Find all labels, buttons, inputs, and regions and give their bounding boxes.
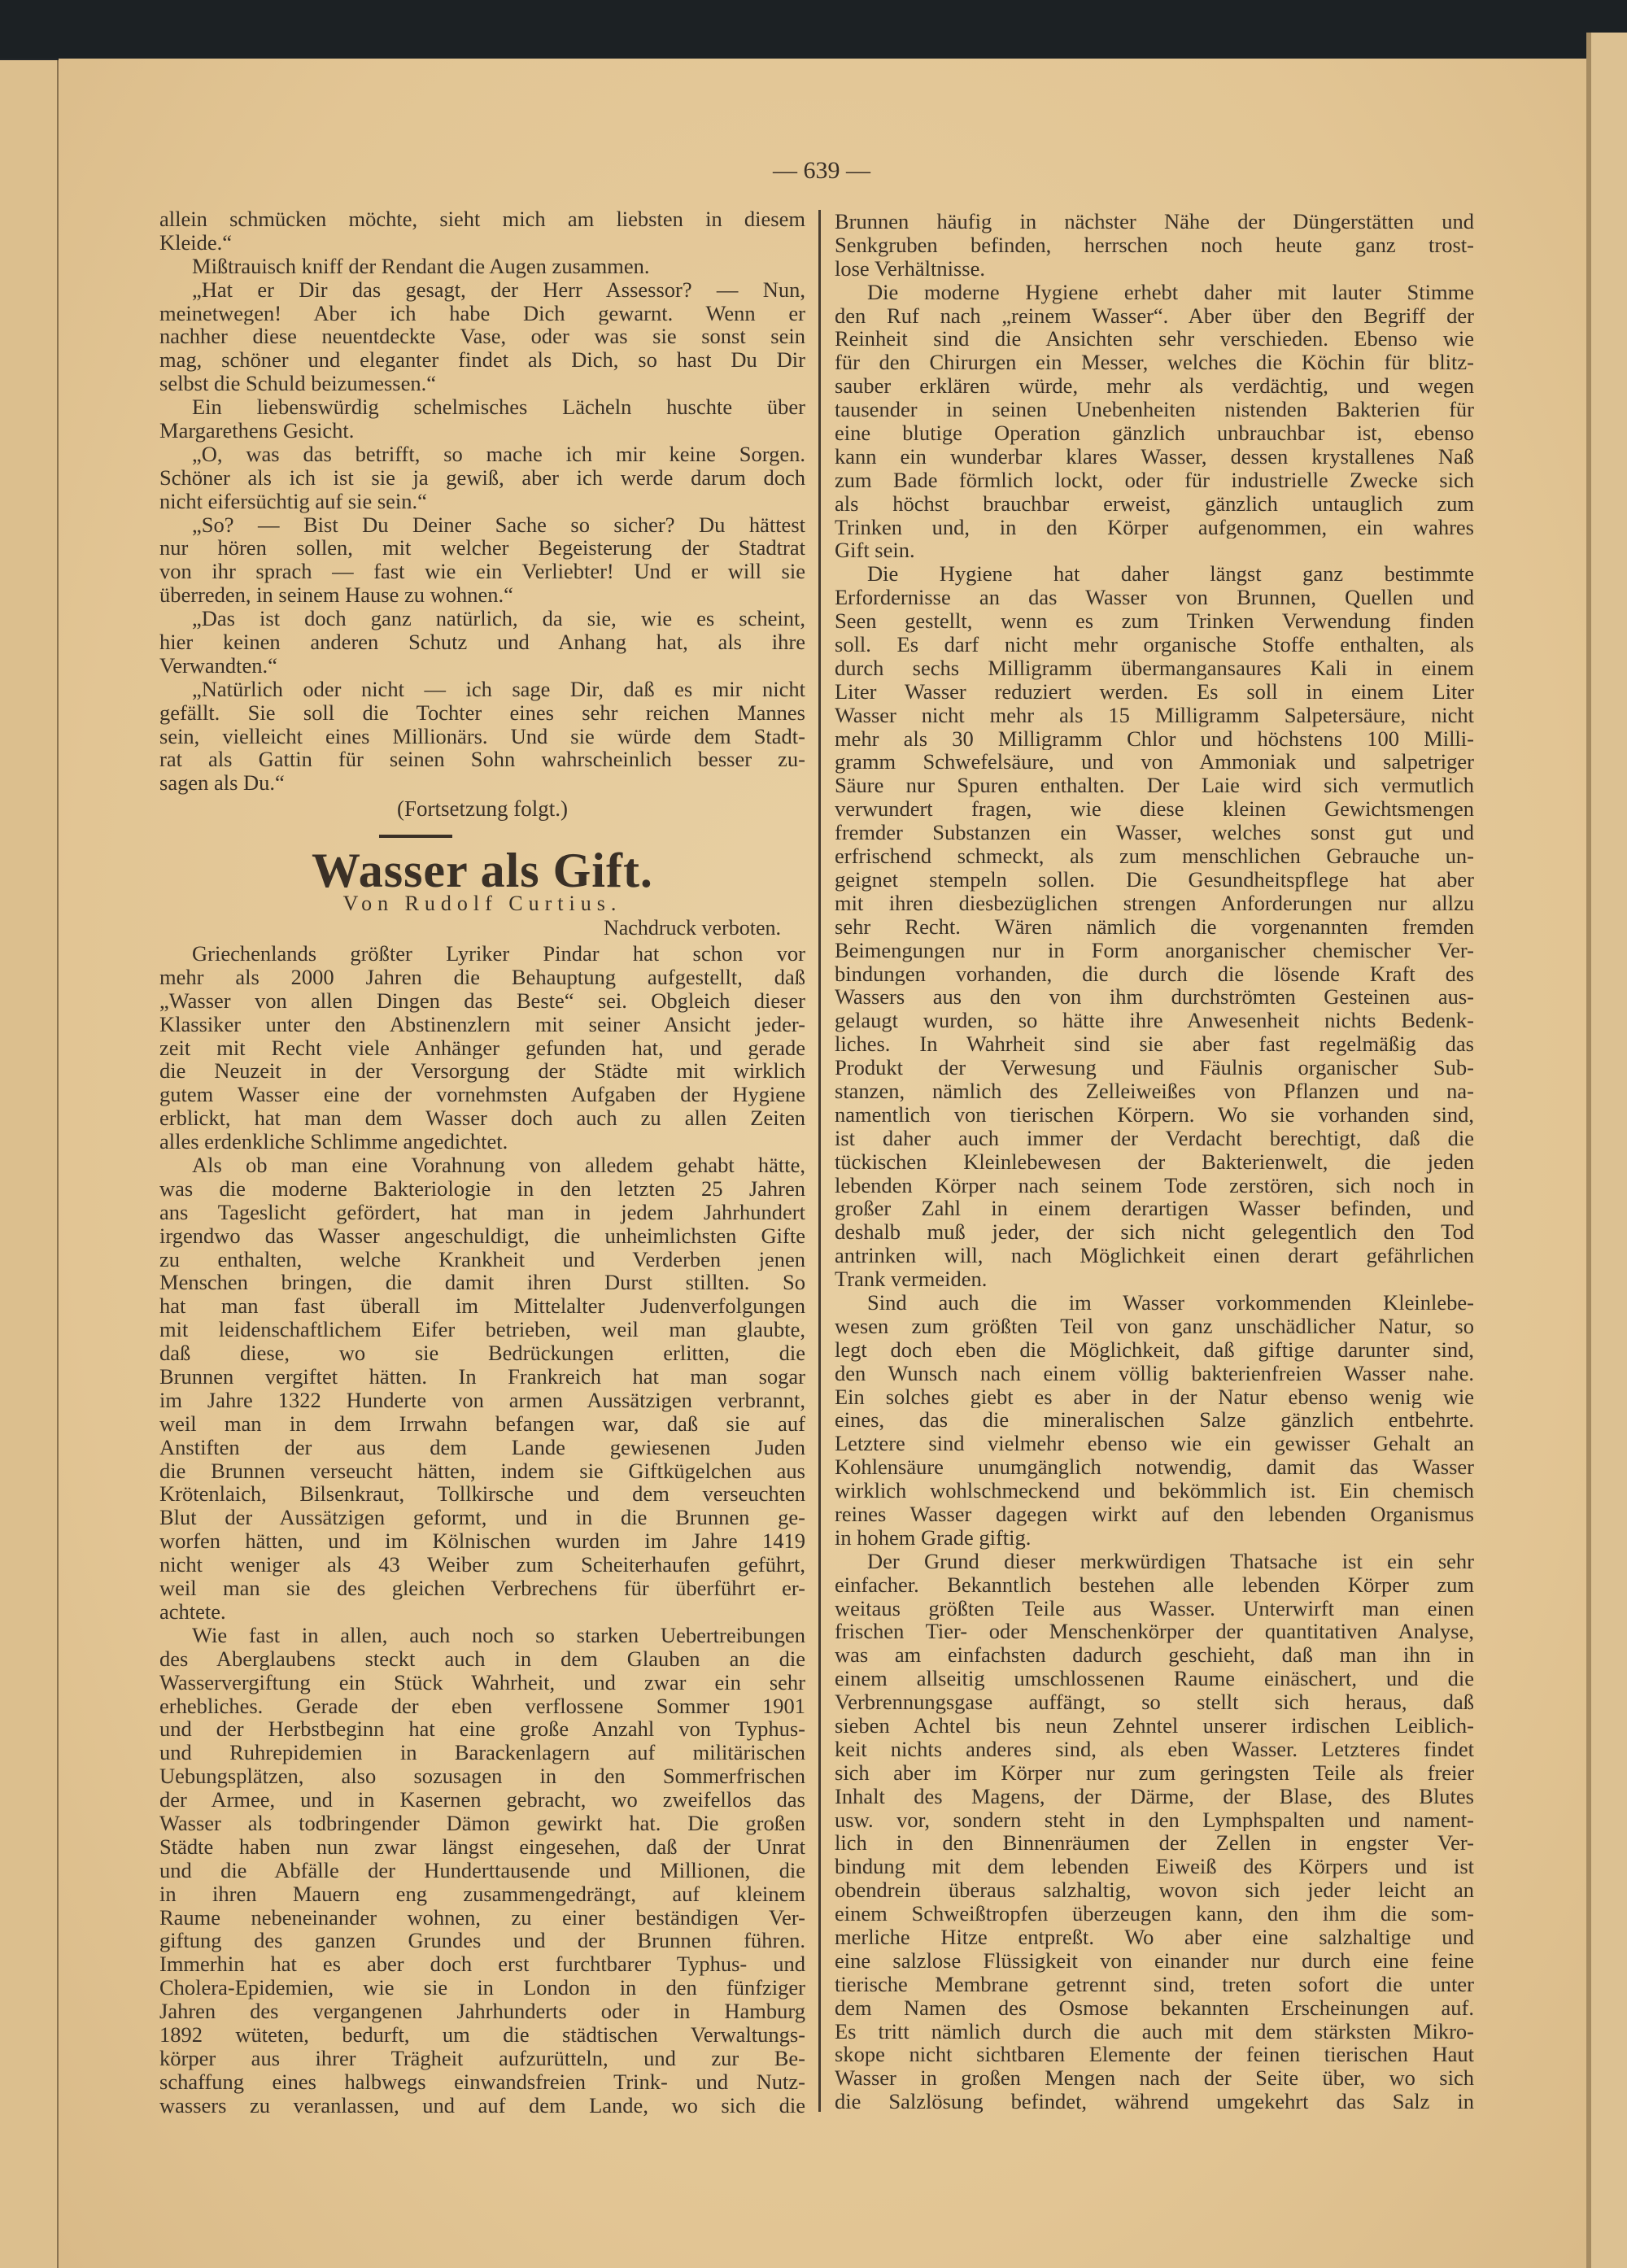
article-body-left — [159, 942, 805, 2118]
text-line: tierische Membrane getrennt sind, treten sofort die unter — [835, 1972, 1474, 1996]
paragraph — [159, 395, 805, 443]
text-line: den Wunsch nach einem völlig bakterienfreien Wasser nahe. — [835, 1361, 1474, 1385]
text-line: Liter Wasser reduziert werden. Es soll in einem Liter — [835, 679, 1474, 704]
text-line: „So? — Bist Du Deiner Sache so sicher? Du hättest — [192, 512, 805, 537]
text-line: Gift sein. — [835, 539, 915, 563]
text-line: skope nicht sichtbaren Elemente der feinen tierischen Haut — [835, 2043, 1474, 2067]
text-line: keit nichts anderes sind, als eben Wasser. Letzteres findet — [835, 1737, 1474, 1761]
paragraph — [159, 255, 805, 278]
text-line: weitaus größten Teile aus Wasser. Unterwirft man einen — [835, 1596, 1474, 1620]
text-line: dem Namen des Osmose bekannten Erscheinungen auf. — [835, 1995, 1474, 2020]
text-line: stanzen, nämlich des Zelleiweißes von Pflanzen und na- — [835, 1079, 1474, 1103]
text-line: Städte haben nun zwar längst eingesehen, daß der Unrat — [159, 1834, 805, 1859]
text-line: Wasser in großen Mengen nach der Seite über, wo sich — [835, 2066, 1474, 2091]
text-line: von ihr sprach — fast wie ein Verliebter! Und er will sie — [159, 560, 805, 584]
text-line: sich aber im Körper nur zum geringsten Teile als freier — [835, 1760, 1474, 1785]
text-line: des Aberglaubens steckt auch in dem Glauben an die — [159, 1646, 805, 1671]
text-line: mag, schöner und eleganter findet als Dich, so hast Du Dir — [159, 348, 805, 373]
text-line: eine blutige Operation gänzlich unbrauchbar ist, ebenso — [835, 421, 1474, 445]
text-line: die Salzlösung befindet, während umgekehrt das Salz in — [835, 2090, 1474, 2114]
text-line: „O, was das betrifft, so mache ich mir keine Sorgen. — [192, 442, 805, 466]
text-line: zu enthalten, welche Krankheit und Verderben jenen — [159, 1247, 805, 1271]
text-line: einfacher. Bekanntlich bestehen alle lebenden Körper zum — [835, 1572, 1474, 1597]
text-line: Wasser als todbringender Dämon gewirkt hat. Die großen — [159, 1811, 805, 1835]
text-line: und Ruhrepidemien in Barackenlagern auf militärischen — [159, 1741, 805, 1765]
text-line: körper aus ihrer Trägheit aufzurütteln, und zur Be- — [159, 2046, 805, 2070]
text-line: Wassers aus den von ihm durchströmten Gesteinen aus- — [835, 985, 1474, 1010]
text-line: Kleide.“ — [159, 230, 233, 255]
text-line: Es tritt nämlich durch die auch mit dem stärksten Mikro- — [835, 2019, 1474, 2043]
text-line: sehr Recht. Wären nämlich die vorgenannten fremden — [835, 914, 1474, 939]
page-edges — [1586, 33, 1627, 2268]
text-line: Säure nur Spuren enthalten. Der Laie wird sich vermutlich — [835, 774, 1474, 798]
paragraph — [159, 443, 805, 513]
text-line: ist daher auch immer der Verdacht berechtigt, daß die — [835, 1126, 1474, 1150]
paragraph — [835, 1291, 1474, 1550]
text-line: Cholera-Epidemien, wie sie in London in den fünfziger — [159, 1976, 805, 2000]
text-line: Die Hygiene hat daher längst ganz bestimmte — [867, 562, 1474, 587]
text-line: mit ihren diesbezüglichen strengen Anforderungen nur allzu — [835, 891, 1474, 915]
text-line: soll. Es darf nicht mehr organische Stoffe enthalten, als — [835, 633, 1474, 656]
text-line: lose Verhältnisse. — [835, 256, 985, 281]
text-line: kann ein wunderbar klares Wasser, dessen krystallenes Naß — [835, 444, 1474, 469]
text-line: Kohlensäure unumgänglich notwendig, damit das Wasser — [835, 1455, 1474, 1480]
text-line: Trank vermeiden. — [835, 1267, 988, 1291]
text-line: Immerhin hat es aber doch erst furchtbarer Typhus- und — [159, 1952, 805, 1977]
text-line: großer Zahl in einem derartigen Wasser befinden, und — [835, 1197, 1474, 1221]
text-line: legt doch eben die Möglichkeit, daß giftige darunter sind, — [835, 1337, 1474, 1362]
text-line: Jahren des vergangenen Jahrhunderts oder in Hamburg — [159, 2000, 805, 2023]
text-line: mehr als 30 Milligramm Chlor und höchstens 100 Milli- — [835, 726, 1474, 751]
text-line: und die Abfälle der Hunderttausende und Millionen, die — [159, 1858, 805, 1882]
text-line: tückischen Kleinlebewesen der Bakterienwelt, die jeden — [835, 1149, 1474, 1174]
text-line: „Natürlich oder nicht — ich sage Dir, daß es mir nicht — [192, 677, 805, 701]
paragraph — [159, 513, 805, 608]
text-line: Klassiker unter den Abstinenzlern mit seiner Ansicht jeder- — [159, 1012, 805, 1036]
text-line: in hohem Grade giftig. — [835, 1525, 1032, 1550]
text-line: Ein liebenswürdig schelmisches Lächeln huschte über — [192, 395, 805, 420]
text-line: wesen zum größten Teil von ganz unschädlicher Natur, so — [835, 1314, 1474, 1338]
text-line: irgendwo das Wasser angeschuldigt, die unheimlichsten Gifte — [159, 1223, 805, 1248]
text-line: sauber erklären würde, mehr als verdächtig, und wegen — [835, 374, 1474, 399]
text-line: sein, vielleicht eines Millionärs. Und sie würde dem Stadt- — [159, 724, 805, 748]
text-line: bindungen vorhanden, die durch die lösende Kraft des — [835, 962, 1474, 986]
paragraph — [159, 1624, 805, 2118]
text-line: Die moderne Hygiene erhebt daher mit lauter Stimme — [867, 280, 1474, 304]
text-line: eines, das die mineralischen Salze gänzlich entbehrte. — [835, 1408, 1474, 1433]
text-line: tausender in seinen Unebenheiten nistenden Bakterien für — [835, 398, 1474, 422]
paragraph — [159, 607, 805, 678]
text-line: zum Bade förmlich lockt, oder für industrielle Zwecke sich — [835, 468, 1474, 492]
text-line: Wasservergiftung ein Stück Wahrheit, und zwar ein sehr — [159, 1670, 805, 1694]
text-line: Reinheit sind die Ansichten sehr verschieden. Ebenso wie — [835, 327, 1474, 351]
text-line: Griechenlands größter Lyriker Pindar hat schon vor — [192, 942, 805, 966]
text-line: im Jahre 1322 Hunderte von armen Aussätzigen verbrannt, — [159, 1388, 805, 1412]
text-line: wirklich wohlschmeckend und bekömmlich ist. Ein chemisch — [835, 1479, 1474, 1503]
text-line: nicht eifersüchtig auf sie sein.“ — [159, 489, 427, 513]
text-line: Brunnen vergiftet hätten. In Frankreich hat man sogar — [159, 1365, 805, 1389]
text-line: eine salzlose Flüssigkeit von einander nur durch eine feine — [835, 1948, 1474, 1973]
text-line: Margarethens Gesicht. — [159, 419, 355, 443]
text-line: gutem Wasser eine der vornehmsten Aufgaben der Hygiene — [159, 1083, 805, 1107]
text-line: reines Wasser dagegen wirkt auf den lebenden Organismus — [835, 1502, 1474, 1526]
text-line: geignet stempeln sollen. Die Gesundheitspflege hat aber — [835, 867, 1474, 892]
text-line: Blut der Aussätzigen geformt, und in die Brunnen ge- — [159, 1506, 805, 1530]
text-line: gefällt. Sie soll die Tochter eines sehr reichen Mannes — [159, 700, 805, 725]
text-line: nur hören sollen, mit welcher Begeisterung der Stadtrat — [159, 536, 805, 560]
facing-page-edge — [0, 60, 59, 2268]
text-line: gelaugt wurden, so hätte ihre Anwesenheit nichts Bedenk- — [835, 1009, 1474, 1033]
text-line: frischen Tier- oder Menschenkörper der quantitativen Analyse, — [835, 1620, 1474, 1644]
text-line: verwundert fragen, wie diese kleinen Gewichtsmengen — [835, 797, 1474, 822]
paragraph — [835, 562, 1474, 1291]
text-line: gramm Schwefelsäure, und von Ammoniak und salpetriger — [835, 750, 1474, 774]
text-line: nachher diese neuentdeckte Vase, oder was sie sonst sein — [159, 325, 805, 349]
text-line: lebenden Körper nach seinem Tode zerstören, sich noch in — [835, 1173, 1474, 1197]
text-line: Wasser nicht mehr als 15 Milligramm Salpetersäure, nicht — [835, 703, 1474, 727]
page-number: — 639 — — [773, 157, 870, 184]
text-line: in ihren Mauern eng zusammengedrängt, auf kleinem — [159, 1882, 805, 1906]
text-line: meinetwegen! Aber ich habe Dich gewarnt. Wenn er — [159, 301, 805, 325]
text-line: einem Schweißtropfen überzeugen kann, den ihm die som- — [835, 1902, 1474, 1926]
text-line: Mißtrauisch kniff der Rendant die Augen zusammen. — [192, 254, 650, 278]
text-line: Erfordernisse an das Wasser von Brunnen, Quellen und — [835, 586, 1474, 610]
paragraph — [159, 207, 805, 255]
paragraph — [159, 678, 805, 795]
article-title: Wasser als Gift. — [312, 844, 653, 897]
text-line: Raume nebeneinander wohnen, zu einer beständigen Ver- — [159, 1905, 805, 1930]
text-line: Schöner als ich ist sie ja gewiß, aber ich werde darum doch — [159, 465, 805, 490]
paragraph — [835, 281, 1474, 563]
text-line: Produkt der Verwesung und Fäulnis organischer Sub- — [835, 1056, 1474, 1079]
text-line: „Wasser von allen Dingen das Beste“ sei. Obgleich dieser — [159, 988, 805, 1013]
text-line: daß diese, wo sie Bedrückungen erlitten, die — [159, 1341, 805, 1366]
text-line: namentlich von tierischen Körpern. Wo sie vorhanden sind, — [835, 1102, 1474, 1127]
text-line: Menschen bringen, die damit ihren Durst stillten. So — [159, 1271, 805, 1295]
text-line: Ein solches giebt es aber in der Natur ebenso wenig wie — [835, 1385, 1474, 1409]
story-column-text — [159, 207, 805, 795]
text-line: sieben Achtel bis neun Zehntel unserer irdischen Leiblich- — [835, 1714, 1474, 1738]
text-line: fremder Substanzen ein Wasser, welches sonst gut und — [835, 821, 1474, 845]
text-line: nicht weniger als 43 Weiber zum Scheiterhaufen geführt, — [159, 1553, 805, 1577]
text-line: Krötenlaich, Bilsenkraut, Tollkirsche und dem verseuchten — [159, 1482, 805, 1507]
text-line: und der Herbstbeginn hat eine große Anzahl von Typhus- — [159, 1717, 805, 1742]
book-cover-top — [0, 0, 1627, 59]
text-line: überreden, in seinem Hause zu wohnen.“ — [159, 583, 513, 608]
text-line: erfrischend schmeckt, als zum menschlichen Gebrauche un- — [835, 844, 1474, 868]
text-line: hat man fast überall im Mittelalter Judenverfolgungen — [159, 1294, 805, 1319]
article-byline: Von Rudolf Curtius. — [342, 892, 622, 915]
text-line: selbst die Schuld beizumessen.“ — [159, 372, 437, 396]
paragraph — [835, 210, 1474, 281]
text-line: mit leidenschaftlichem Eifer betrieben, weil man glaubte, — [159, 1318, 805, 1342]
text-line: mehr als 2000 Jahren die Behauptung aufgestellt, daß — [159, 965, 805, 989]
text-line: Trinken und, in den Körper aufgenommen, ein wahres — [835, 515, 1474, 539]
text-line: für den Chirurgen ein Messer, welches die Köchin für blitz- — [835, 351, 1474, 375]
text-line: „Hat er Dir das gesagt, der Herr Assessor? — Nun, — [192, 277, 805, 302]
text-line: Inhalt des Magens, der Därme, der Blase, des Blutes — [835, 1784, 1474, 1808]
text-line: ans Tageslicht gefördert, hat man in jedem Jahrhundert — [159, 1200, 805, 1224]
text-line: Verwandten.“ — [159, 653, 277, 678]
text-line: erblickt, hat man dem Wasser doch auch zu allen Zeiten — [159, 1106, 805, 1131]
text-line: achtete. — [159, 1599, 226, 1624]
text-line: Senkgruben befinden, herrschen noch heute ganz trost- — [835, 233, 1474, 257]
text-line: Letztere sind vielmehr ebenso wie ein gewisser Gehalt an — [835, 1432, 1474, 1456]
text-line: liches. In Wahrheit sind sie aber fast regelmäßig das — [835, 1032, 1474, 1057]
text-line: rat als Gattin für seinen Sohn wahrscheinlich besser zu- — [159, 748, 805, 772]
reprint-notice: Nachdruck verboten. — [603, 916, 781, 940]
text-line: wassers zu veranlassen, und auf dem Lande, wo sich die — [159, 2093, 805, 2118]
text-line: allein schmücken möchte, sieht mich am liebsten in diesem — [159, 207, 805, 231]
text-line: durch sechs Milligramm übermangansaures Kali in einem — [835, 656, 1474, 680]
article-body-right — [835, 210, 1474, 2113]
text-line: als höchst brauchbar erweist, gänzlich untauglich zum — [835, 491, 1474, 516]
section-divider — [379, 835, 452, 838]
text-line: Beimengungen nur in Form anorganischer chemischer Ver- — [835, 938, 1474, 962]
text-line: schaffung eines halbwegs einwandsfreien Trink- und Nutz- — [159, 2070, 805, 2094]
text-line: lich in den Binnenräumen der Zellen in engster Ver- — [835, 1831, 1474, 1856]
text-line: worfen hätten, und im Kölnischen wurden im Jahre 1419 — [159, 1529, 805, 1554]
paragraph — [159, 278, 805, 395]
text-line: merliche Hitze entpreßt. Wo aber eine salzhaltige und — [835, 1926, 1474, 1949]
text-line: obendrein überaus salzhaltig, wovon sich jeder leicht an — [835, 1878, 1474, 1903]
text-line: die Neuzeit in der Versorgung der Städte mit wirklich — [159, 1059, 805, 1084]
paragraph — [835, 1550, 1474, 2113]
text-line: zeit mit Recht viele Anhänger gefunden hat, und gerade — [159, 1036, 805, 1060]
text-line: was am einfachsten dadurch geschieht, daß man ihn in — [835, 1643, 1474, 1668]
text-line: erhebliches. Gerade der eben verflossene Sommer 1901 — [159, 1694, 805, 1718]
text-line: den Ruf nach „reinem Wasser“. Aber über den Begriff der — [835, 303, 1474, 328]
text-line: Anstiften der aus dem Lande gewiesenen Juden — [159, 1435, 805, 1459]
text-line: Wie fast in allen, auch noch so starken Uebertreibungen — [192, 1623, 805, 1647]
text-line: Verbrennungsgase auffängt, so stellt sich heraus, daß — [835, 1690, 1474, 1714]
text-line: 1892 wüteten, bedurft, um die städtischen Verwaltungs- — [159, 2022, 805, 2047]
text-line: antrinken will, nach Möglichkeit einen derart gefährlichen — [835, 1244, 1474, 1268]
text-line: Uebungsplätzen, also sozusagen in den Sommerfrischen — [159, 1764, 805, 1789]
text-line: bindung mit dem lebenden Eiweiß des Körpers und ist — [835, 1855, 1474, 1879]
text-line: „Das ist doch ganz natürlich, da sie, wie es scheint, — [192, 607, 805, 631]
text-line: die Brunnen verseucht hätten, indem sie Giftkügelchen aus — [159, 1459, 805, 1483]
text-line: weil man sie des gleichen Verbrechens für überführt er- — [159, 1577, 805, 1600]
text-line: was die moderne Bakteriologie in den letzten 25 Jahren — [159, 1176, 805, 1201]
text-line: Der Grund dieser merkwürdigen Thatsache ist ein sehr — [867, 1549, 1474, 1573]
text-line: einem allseitig umschlossenen Raume einäschert, und die — [835, 1667, 1474, 1691]
paragraph — [159, 942, 805, 1154]
text-line: Sind auch die im Wasser vorkommenden Kleinlebe- — [867, 1290, 1474, 1315]
text-line: Brunnen häufig in nächster Nähe der Düngerstätten und — [835, 210, 1474, 233]
text-line: hier keinen anderen Schutz und Anhang hat, als ihre — [159, 630, 805, 654]
text-line: deshalb muß jeder, der sich nicht gelegentlich den Tod — [835, 1220, 1474, 1245]
text-line: der Armee, und in Kasernen gebracht, wo zweifellos das — [159, 1788, 805, 1812]
text-line: sagen als Du.“ — [159, 771, 285, 796]
text-line: Seen gestellt, wenn es zum Trinken Verwendung finden — [835, 609, 1474, 634]
paragraph — [159, 1154, 805, 1624]
text-line: weil man in dem Irrwahn befangen war, daß sie auf — [159, 1411, 805, 1436]
column-divider — [818, 210, 821, 2112]
text-line: giftung des ganzen Grundes und der Brunnen führen. — [159, 1929, 805, 1953]
text-line: alles erdenkliche Schlimme angedichtet. — [159, 1130, 508, 1154]
text-line: usw. vor, sondern steht in den Lymphspalten und nament- — [835, 1808, 1474, 1832]
text-line: Als ob man eine Vorahnung von alledem gehabt hätte, — [192, 1154, 805, 1177]
continuation-note: (Fortsetzung folgt.) — [397, 796, 568, 821]
